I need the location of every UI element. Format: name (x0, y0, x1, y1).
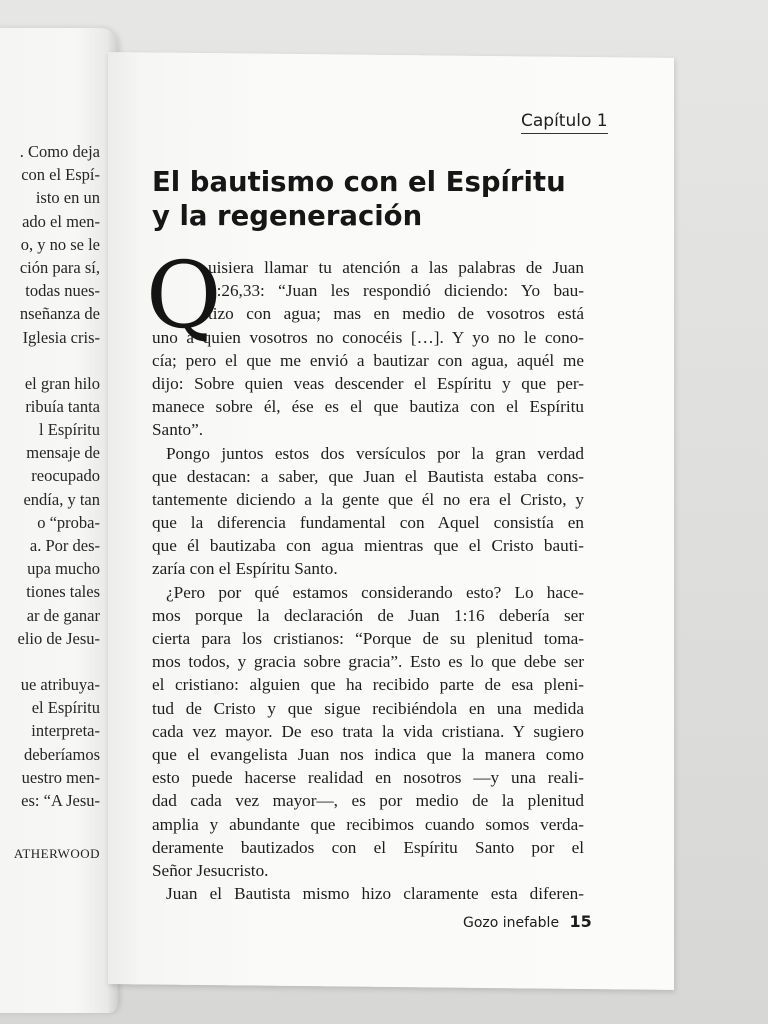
left-page-line: o, y no se le (20, 234, 100, 254)
left-page-line: . Como deja (19, 142, 100, 161)
left-page-line: Iglesia cris- (22, 327, 100, 347)
left-page-line: ado el men- (22, 211, 100, 231)
chapter-title-line: El bautismo con el Espíritu (152, 166, 566, 198)
body-line: manece sobre él, ése es el que bautiza con el Espíritu (152, 397, 584, 417)
left-page-line: nseñanza de (19, 304, 100, 324)
left-page-text (0, 140, 100, 812)
left-page-line: ar de ganar (26, 605, 100, 625)
left-page-line: todas nues- (25, 281, 100, 301)
left-page-line: ción para sí, (19, 257, 100, 277)
body-line: el cristiano: alguien que ha recibido parte de esa pleni- (152, 675, 584, 695)
body-line: mos todos, y gracia sobre gracia”. Esto es lo que debe ser (152, 652, 584, 672)
chapter-title (152, 165, 612, 233)
left-page-line: o “proba- (37, 512, 100, 532)
left-page-line: el Espíritu (31, 698, 100, 718)
left-page-line: elio de Jesu- (17, 628, 100, 648)
chapter-label: Capítulo 1 (521, 111, 608, 134)
body-line: 1:26,33: “Juan les respondió diciendo: Yo bau- (208, 281, 584, 301)
body-line: Santo”. (152, 420, 204, 440)
left-page-line: ribuía tanta (25, 396, 100, 416)
body-line: Juan el Bautista mismo hizo claramente esta diferen- (166, 884, 584, 904)
left-page-line: el gran hilo (24, 373, 100, 393)
left-page-line: a. Por des- (29, 536, 100, 555)
body-line: que él bautizaba con agua mientras que el Cristo bauti- (152, 536, 584, 556)
body-line: zaría con el Espíritu Santo. (152, 559, 338, 579)
left-page-line: ue atribuya- (20, 674, 100, 694)
body-line: Pongo juntos estos dos versículos por la gran verdad (166, 443, 584, 463)
left-page-footer: ATHERWOOD (13, 846, 100, 861)
left-page-line: isto en un (35, 188, 100, 208)
body-line: ¿Pero por qué estamos considerando esto? Lo hace- (166, 582, 584, 602)
body-line: cada vez mayor. De eso trata la vida cristiana. Y sugiero (152, 721, 584, 741)
body-line: cierta para los cristianos: “Porque de su plenitud toma- (152, 629, 584, 648)
left-page-line: uestro men- (21, 767, 100, 787)
left-page-line: interpreta- (31, 721, 100, 741)
body-line: que destacan: a saber, que Juan el Bautista estaba cons- (152, 466, 584, 486)
drop-cap: Q (146, 242, 222, 349)
body-line: deramente bautizados con el Espíritu Santo por el (152, 837, 584, 857)
body-line: Señor Jesucristo. (152, 860, 269, 880)
body-line: cía; pero el que me envió a bautizar con agua, aquél me (152, 350, 584, 370)
left-page-line: tiones tales (26, 582, 100, 602)
body-line: esto puede hacerse realidad en nosotros —y una reali- (152, 768, 584, 788)
body-text (146, 242, 584, 905)
body-line: tud de Cristo y que sigue recibiéndola en una medida (152, 698, 584, 718)
page-footer (463, 912, 592, 931)
body-line: uisiera llamar tu atención a las palabras de Juan (208, 258, 584, 277)
body-line: tantemente diciendo a la gente que él no era el Cristo, y (152, 489, 584, 509)
body-line: dijo: Sobre quien veas descender el Espíritu y que per- (152, 373, 584, 393)
left-page-line: endía, y tan (23, 489, 100, 509)
left-page (0, 28, 118, 1013)
left-page-line: deberíamos (23, 744, 100, 764)
left-page-line: l Espíritu (39, 420, 100, 440)
left-page-line (0, 349, 100, 372)
body-line: que el evangelista Juan nos indica que la manera como (152, 744, 584, 764)
book-title-footer: Gozo inefable (463, 915, 560, 931)
body-line: dad cada vez mayor—, es por medio de la plenitud (152, 791, 584, 811)
left-page-line: con el Espí- (21, 165, 100, 185)
page-number: 15 (569, 912, 592, 931)
left-page-line: es: “A Jesu- (21, 790, 100, 810)
body-line: tizo con agua; mas en medio de vosotros está (208, 304, 584, 324)
left-page-line: mensaje de (26, 443, 100, 463)
left-page-line: upa mucho (27, 559, 100, 579)
chapter-title-line: y la regeneración (152, 200, 423, 232)
body-line: mos porque la declaración de Juan 1:16 debería ser (152, 605, 584, 625)
left-page-line (0, 650, 100, 673)
body-line: amplia y abundante que recibimos cuando somos verda- (152, 814, 584, 834)
left-page-line: reocupado (31, 466, 100, 486)
body-line: uno a quien vosotros no conocéis […]. Y yo no le cono- (152, 327, 584, 347)
body-line: que la diferencia fundamental con Aquel consistía en (152, 513, 584, 533)
